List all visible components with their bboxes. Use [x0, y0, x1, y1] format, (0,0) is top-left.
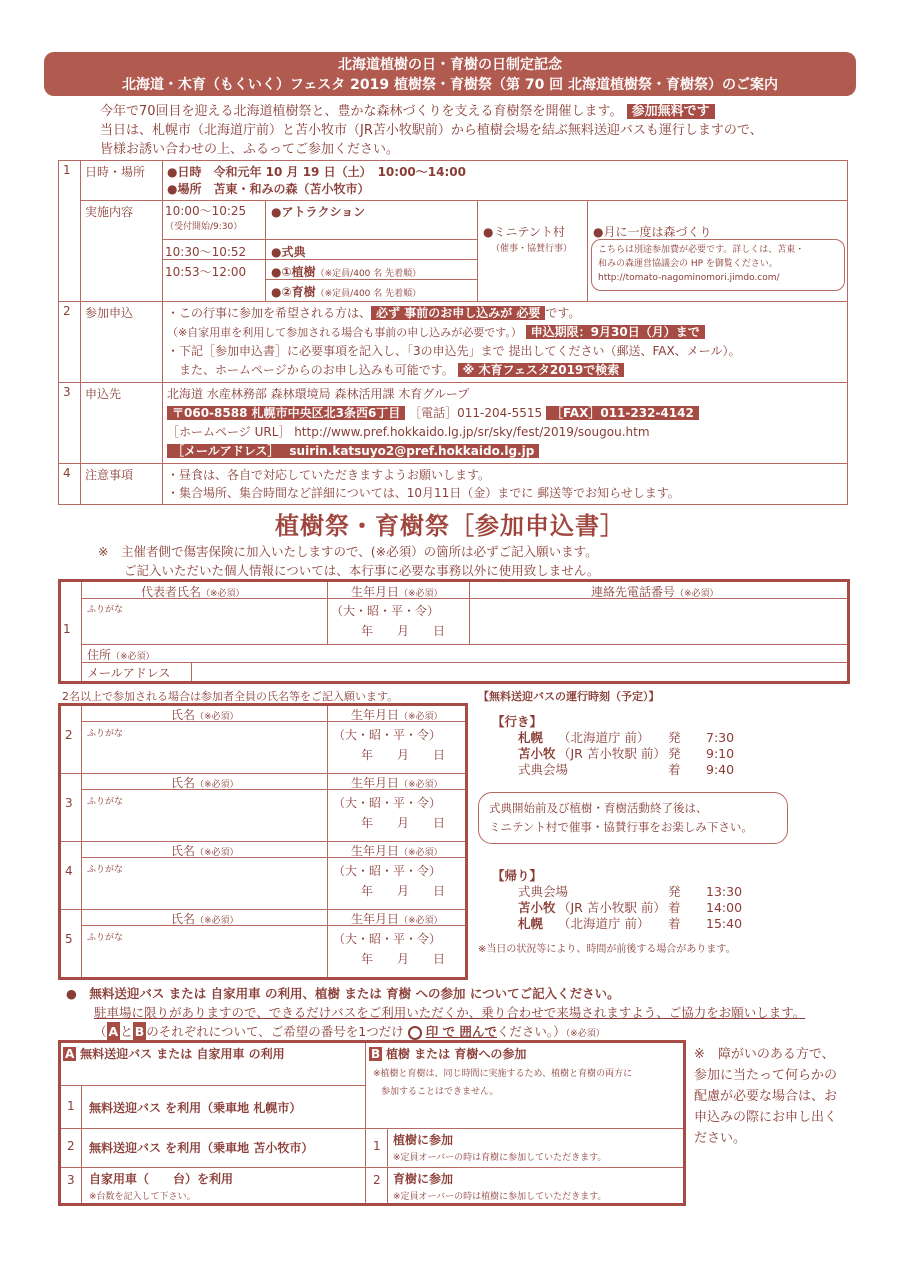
intro-line1: 今年で70回目を迎える北海道植樹祭と、豊かな森林づくりを支える育樹祭を開催します。: [100, 104, 623, 119]
monthly-forest: ●月に一度は森づくり: [593, 225, 712, 239]
time-1-sub: （受付開始/9:30）: [165, 222, 243, 232]
address: 〒060-8588 札幌市中央区北3条西6丁目: [167, 406, 405, 420]
mini-tent-sub: （催事・協賛行事）: [491, 244, 573, 254]
rep-address-label: 住所: [87, 648, 112, 662]
p5-name-field[interactable]: [83, 927, 325, 975]
form-title: 植樹祭・育樹祭［参加申込書］: [275, 512, 625, 540]
choice-block: A 無料送迎バス または 自家用車 の利用 B 植樹 または 育樹への参加 ※植樹と育樹は、同じ時間に実施するため、植樹と育樹の両方に 参加することはできません。 1 無料送迎バス を利用（乗車地 札幌市） 2 無料送迎バス を利用（乗車地 苫小牧市） 1 植樹に参加 ※定員オーバーの時は育樹に参加していただきます。 3 自家用車（ 台）を利用 ※台数を記入して下さい。 2 育樹に参加 ※定員オーバーの時は植樹に参加していただきます。: [58, 1040, 686, 1206]
rep-phone-field[interactable]: [473, 600, 843, 642]
form-notes: ※ 主催者側で傷害保険に加入いたしますので、(※必須）の箇所は必ずご記入願います。 ご記入いただいた個人情報については、本行事に必要な事務以外に使用致しません。: [98, 544, 600, 578]
rep-furigana: ふりがな: [87, 605, 124, 615]
p5-name-label: 氏名: [171, 912, 196, 926]
rep-name-label: 代表者氏名: [141, 585, 202, 599]
planting: ●①植樹: [271, 265, 316, 279]
option-a1[interactable]: 無料送迎バス を利用（乗車地 札幌市）: [89, 1101, 302, 1115]
p4-name-label: 氏名: [171, 844, 196, 858]
search-hint: ※ 木育フェスタ2019で検索: [458, 363, 625, 377]
mail-address[interactable]: suirin.katsuyo2@pref.hokkaido.lg.jp: [284, 444, 539, 458]
time-1: 10:00～10:25: [165, 204, 247, 218]
attraction: ●アトラクション: [271, 205, 366, 219]
deadline: 申込期限：9月30日（月）まで: [526, 325, 705, 339]
s2-num: 2: [59, 302, 81, 383]
ceremony: ●式典: [271, 245, 306, 259]
time-2: 10:30～10:52: [165, 245, 247, 259]
section-b-badge: B: [371, 1047, 381, 1061]
section-b-title: 植樹 または 育樹への参加: [385, 1047, 527, 1061]
s1-place: ●場所 苫東・和みの森（苫小牧市）: [167, 182, 370, 196]
mini-tent: ●ミニテント村: [483, 225, 565, 239]
representative-block: 1 代表者氏名（※必須） 生年月日（※必須） 連絡先電話番号（※必須） ふりがな （大・昭・平・令） 年 月 日 住所（※必須） メールアドレス: [58, 579, 850, 684]
p2-name-field[interactable]: [83, 723, 325, 771]
header-banner: [44, 52, 856, 96]
s1-content-label: 実施内容: [81, 201, 163, 302]
rep-era: （大・昭・平・令）: [331, 604, 440, 618]
section-a-badge: A: [65, 1047, 75, 1061]
info-table: 1 日時・場所 ●日時 令和元年 10 月 19 日（土） 10:00～14:00 ●場所 苫東・和みの森（苫小牧市） 実施内容 10:00～10:25 （受付開始/9:30） 10:30～10:52 10:53～12:00 ●アトラクション ●式典 ●①植樹（※定員/400 名 先着順） ●②育樹（※定員/400 名 先着順） ●ミニテント村 （催事・協賛行事） ●月に一度は森づくり こちらは別途参加費が必要です。詳しくは、苫東・ 和みの森運営協議会の HP を御覧ください。 http://tomato-nagominomori.jimdo.com/ 2 参加申込 ・この行事に参加を希望される方は、 必ず 事前のお申し込みが 必要 です。 （※自家用車を利用して参加される場合も事前の申し込みが必要です。） 申込期限：9月30日（月）まで ・下記［参加申込書］に必要事項を記入し、「3の申込先」まで 提出してください（郵送、FAX、メール）。 また、ホームページからのお申し込みも可能です。 ※ 木育フェスタ2019で検索 3 申込先 北海道 水産林務部 森林環境局 森林活用課 木育グループ 〒060-8588 札幌市中央区北3条西6丁目 ［電話］011-204-5515 ［FAX］011-232-4142 ［ホームページ URL］ http://www.pref.hokkaido.lg.jp/sr/sky/fest/2019/sougou.htm ［メールアドレス］ suirin.katsuyo2@pref.hokkaido.lg.jp 4 注意事項 ・昼食は、各自で対応していただきますようお願いします。 ・集合場所、集合時間など詳細については、10月11日（金）までに 郵送等でお知らせします。: [58, 160, 848, 505]
rep-ymd: 年 月 日: [361, 624, 446, 638]
rep-email-label: メールアドレス: [87, 666, 171, 680]
p3-name-label: 氏名: [171, 776, 196, 790]
option-a3[interactable]: 自家用車（ 台）を利用: [89, 1172, 234, 1186]
s3-label: 申込先: [81, 383, 163, 464]
s4-label: 注意事項: [81, 464, 163, 505]
usage-instructions: ● 無料送迎バス または 自家用車 の利用、植樹 または 育樹 への参加 についてご記入ください。 駐車場に限りがありますので、できるだけバスをご利用いただくか、乗り合わせで来場されますよう、ご協力をお願いします。 （ A と B のそれぞれについて、ご希望の番号を1つだけ 印 で 囲んでください。）（※必須）: [66, 986, 806, 1039]
s4-num: 4: [59, 464, 81, 505]
fax: ［FAX］011-232-4142: [546, 406, 699, 420]
tel: ［電話］011-204-5515: [409, 406, 543, 420]
s1-num: 1: [59, 161, 81, 302]
time-3: 10:53～12:00: [165, 265, 247, 279]
participants-block: 2 氏名（※必須） 生年月日（※必須） ふりがな （大・昭・平・令） 年 月 日 3 氏名（※必須） 生年月日（※必須） ふりがな （大・昭・平・令） 年 月 日 4 氏名（※必須） 生年月日（※必須） ふりがな （大・昭・平・令） 年 月 日 5 氏名（※必須） 生年月日（※必須） ふりがな （大・昭・平・令） 年 月 日: [58, 703, 468, 980]
s2-label: 参加申込: [81, 302, 163, 383]
must-apply: 必ず 事前のお申し込みが 必要: [371, 306, 545, 320]
planting-cap: （※定員/400 名 先着順）: [315, 269, 422, 279]
p3-name-field[interactable]: [83, 791, 325, 839]
p4-name-field[interactable]: [83, 859, 325, 907]
rep-address-field[interactable]: [193, 645, 843, 661]
s1-date: ●日時 令和元年 10 月 19 日（土） 10:00～14:00: [167, 165, 466, 179]
rep-phone-label: 連絡先電話番号: [591, 585, 676, 599]
intro-line3: 皆様お誘い合わせの上、ふるってご参加ください。: [100, 142, 400, 157]
section-a-title: 無料送迎バス または 自家用車 の利用: [80, 1047, 285, 1061]
banner-line1: 北海道植樹の日・育樹の日制定記念: [338, 57, 562, 73]
mail-label: ［メールアドレス］: [167, 444, 284, 458]
s3-num: 3: [59, 383, 81, 464]
s1-label: 日時・場所: [81, 161, 163, 201]
rep-birth-label: 生年月日: [351, 585, 400, 599]
intro-line2: 当日は、札幌市（北海道庁前）と苫小牧市（JR苫小牧駅前）から植樹会場を結ぶ無料送迎バスも運行しますので、: [100, 123, 763, 138]
circle-icon: [408, 1026, 422, 1040]
nurturing: ●②育樹: [271, 285, 316, 299]
bus-note-box: 式典開始前及び植樹・育樹活動終了後は、 ミニテント村で催事・協賛行事をお楽しみ下さい。: [478, 792, 788, 844]
option-a2[interactable]: 無料送迎バス を利用（乗車地 苫小牧市）: [89, 1141, 314, 1155]
accessibility-note: ※ 障がいのある方で、参加に当たって何らかの配慮が必要な場合は、お申込みの際にお申し出ください。: [694, 1047, 838, 1146]
nurturing-cap: （※定員/400 名 先着順）: [315, 289, 422, 299]
rep-email-field[interactable]: [193, 663, 843, 680]
option-b2[interactable]: 育樹に参加: [393, 1172, 454, 1186]
multi-note: 2名以上で参加される場合は参加者全員の氏名等をご記入願います。: [62, 690, 399, 703]
option-b1[interactable]: 植樹に参加: [393, 1133, 454, 1147]
free-badge: 参加無料です: [627, 104, 715, 119]
monthly-url[interactable]: http://tomato-nagominomori.jimdo.com/: [598, 273, 780, 283]
monthly-note: こちらは別途参加費が必要です。詳しくは、苫東・ 和みの森運営協議会の HP を御覧ください。 http://tomato-nagominomori.jimdo.com/: [591, 239, 845, 291]
p2-name-label: 氏名: [171, 708, 196, 722]
intro: [100, 102, 763, 159]
homepage-url[interactable]: ［ホームページ URL］ http://www.pref.hokkaido.lg.jp/sr/sky/fest/2019/sougou.htm: [167, 425, 650, 439]
rep-name-field[interactable]: [85, 600, 323, 642]
banner-line2: 北海道・木育（もくいく）フェスタ 2019 植樹祭・育樹祭（第 70 回 北海道植樹祭・育樹祭）のご案内: [121, 77, 779, 93]
s1-content: [163, 201, 848, 302]
bus-schedule: 【無料送迎バスの運行時刻（予定）】 【行き】 札幌 （北海道庁 前） 発 7:30 苫小牧 （JR 苫小牧駅 前） 発 9:10 式典会場 着 9:40 式典開始前及び植樹・育樹活動終了後は、 ミニテント村で催事・協賛行事をお楽しみ下さい。 【帰り】 式典会場 発 13:30 苫小牧 （JR 苫小牧駅 前） 着 14:00 札幌 （北海道庁 前） 着 15:40 ※当日の状況等により、時間が前後する場合があります。: [478, 688, 848, 955]
